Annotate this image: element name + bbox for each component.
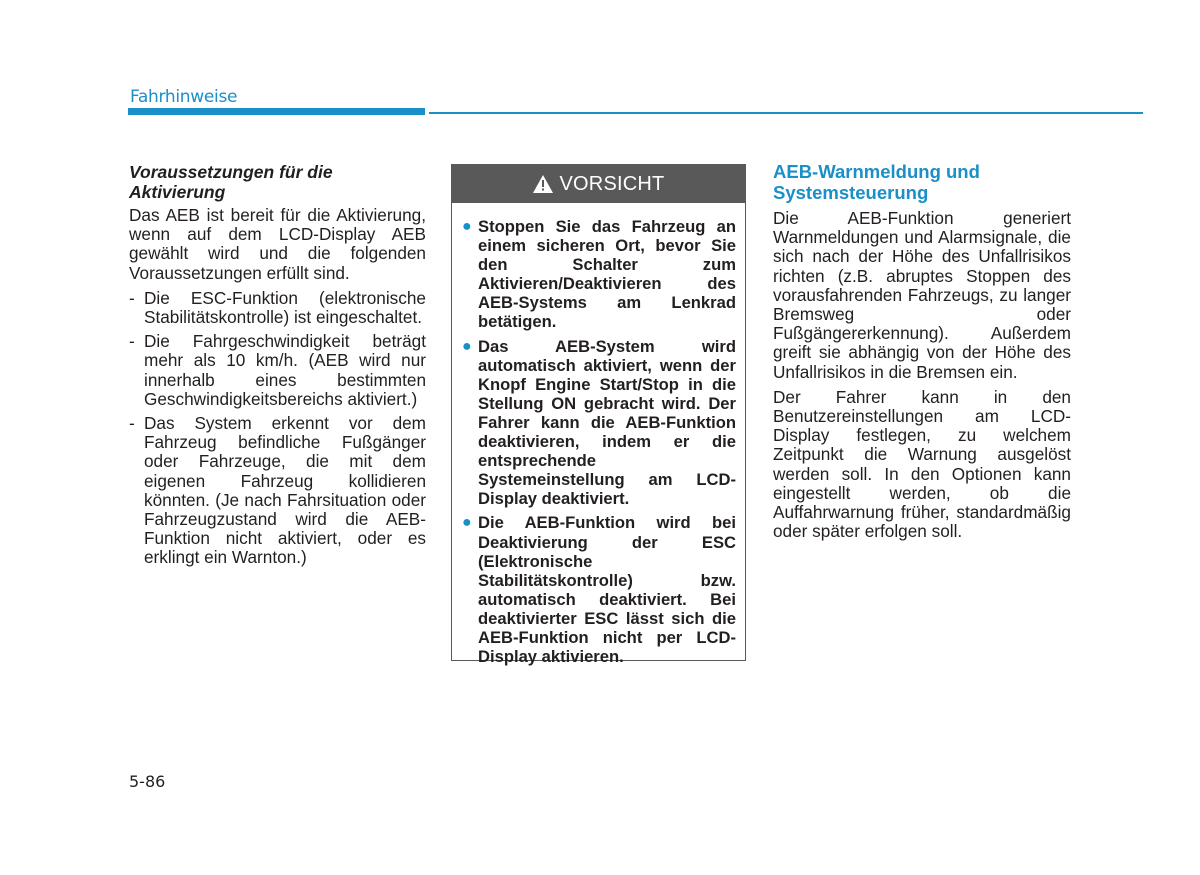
header-rule-thin [429,112,1143,114]
page-number: 5-86 [129,772,166,791]
warning-triangle-icon [533,175,553,193]
bullet-icon: ● [462,514,472,532]
right-column [773,162,1071,547]
list-item-text: Die ESC-Funktion (elektronische Stabilitätskontrolle) ist eingeschaltet. [144,287,426,328]
warning-para-2: Der Fahrer kann in den Benutzereinstellungen am LCD-Display festlegen, zu welchem Zeitpunkt die Warnung ausgelöst werden soll. In den Optionen kann eingestellt werden, ob die Auffahrwarnung früher, standardmäßig oder später erfolgen soll. [773,386,1071,542]
list-item: - Das System erkennt vor dem Fahrzeug befindliche Fußgänger oder Fahrzeuge, die mit dem eigenen Fahrzeug kollidieren könnten. (Je nach Fahrsituation oder Fahrzeugzustand wird die AEB-Funktion nicht aktiviert, oder es erklingt ein Warnton.) [129,413,426,568]
caution-body [452,203,745,666]
list-item: - Die Fahrgeschwindigkeit beträgt mehr als 10 km/h. (AEB wird nur innerhalb eines bestimmten Geschwindigkeitsbereichs aktiviert.) [129,331,426,409]
caution-item [462,217,736,332]
activation-intro: Das AEB ist bereit für die Aktivierung, wenn auf dem LCD-Display AEB gewählt wird und die folgenden Voraussetzungen erfüllt sind. [129,205,426,283]
caution-title: VORSICHT [559,172,665,195]
list-item-text: Die Fahrgeschwindigkeit beträgt mehr als 10 km/h. (AEB wird nur innerhalb eines bestimmten Geschwindigkeitsbereichs aktiviert.) [144,331,426,409]
caution-item [462,513,736,666]
caution-box [451,164,746,667]
section-header: Fahrhinweise [130,87,238,107]
left-column [129,162,426,573]
caution-item-text: Stoppen Sie das Fahrzeug an einem sicheren Ort, bevor Sie den Schalter zum Aktivieren/Deaktivieren des AEB-Systems am Lenkrad betätigen. [478,217,736,332]
activation-conditions-title: Voraussetzungen für die Aktivierung [129,162,333,202]
list-item: - Die ESC-Funktion (elektronische Stabilitätskontrolle) ist eingeschaltet. [129,287,426,328]
list-item-text: Das System erkennt vor dem Fahrzeug befindliche Fußgänger oder Fahrzeuge, die mit dem eigenen Fahrzeug kollidieren könnten. (Je nach Fahrsituation oder Fahrzeugzustand wird die AEB-Funktion nicht aktiviert, oder es erklingt ein Warnton.) [144,413,426,568]
caution-item-text: Das AEB-System wird automatisch aktiviert, wenn der Knopf Engine Start/Stop in die Stellung ON gebracht wird. Der Fahrer kann die AEB-Funktion deaktivieren, indem er die entsprechende Systemeinstellung am LCD-Display deaktiviert. [478,336,736,509]
caution-item [462,337,736,509]
caution-header [452,165,745,203]
bullet-icon: ● [462,218,472,235]
warning-control-title: AEB-Warnmeldung und Systemsteuerung [773,161,980,203]
header-rule-thick [128,108,425,115]
warning-para-1: Die AEB-Funktion generiert Warnmeldungen und Alarmsignale, die sich nach der Höhe des Unfallrisikos richten (z.B. abruptes Stoppen des vorausfahrenden Fahrzeugs, zu langer Bremsweg oder Fußgängererkennung). Außerdem greift sie abhängig von der Höhe des Unfallrisikos in die Bremsen ein. [773,208,1071,382]
bullet-icon: ● [462,337,472,355]
caution-item-text: Die AEB-Funktion wird bei Deaktivierung der ESC (Elektronische Stabilitätskontrolle) bzw. automatisch deaktiviert. Bei deaktivierter ESC lässt sich die AEB-Funktion nicht per LCD-Display aktivieren. [478,513,736,667]
